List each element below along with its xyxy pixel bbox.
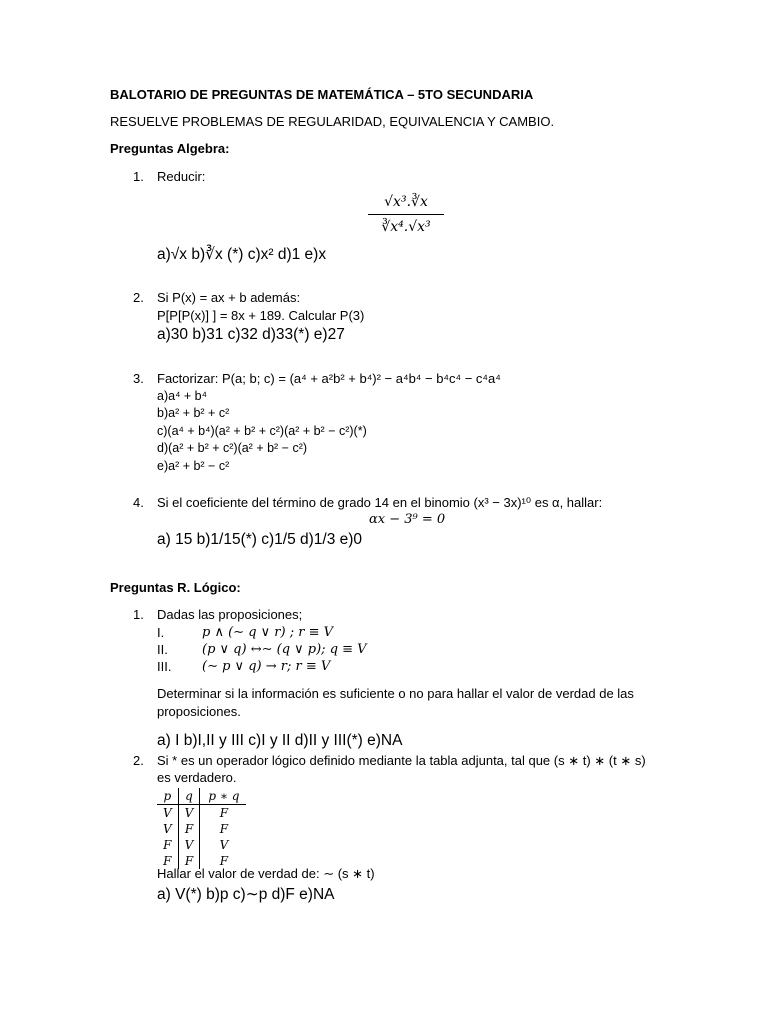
answer-options: a) I b)I,II y III c)I y II d)II y III(*) e)NA [157,732,403,749]
section-heading-logico: Preguntas R. Lógico: [110,580,241,595]
table-row [157,837,246,853]
fraction-numerator: √x³.∛x [384,194,428,210]
answer-option: d)(a² + b² + c²)(a² + b² − c²) [157,441,308,455]
proposition-label: III. [157,659,172,674]
answer-options: a) V(*) b)p c)∼p d)F e)NA [157,886,335,903]
header-cell-p: p [157,788,178,805]
table-cell: F [184,854,194,868]
table-row [157,821,246,837]
instruction-text: Determinar si la información es suficiente o no para hallar el valor de verdad de las [157,686,634,701]
table-cell: F [184,822,194,836]
document-title: BALOTARIO DE PREGUNTAS DE MATEMÁTICA – 5TO SECUNDARIA [110,87,534,102]
proposition-expression: (∼ p ∨ q) → r; r ≡ V [202,659,331,674]
question-text: Si * es un operador lógico definido mediante la tabla adjunta, tal que (s ∗ t) ∗ (t ∗ s) [157,753,646,768]
question-number: 3. [133,371,144,386]
instruction-text-continued: proposiciones. [157,704,241,719]
question-text: Hallar el valor de verdad de: ∼ (s ∗ t) [157,866,375,881]
table-cell: F [200,853,246,869]
table-cell: V [157,821,178,837]
table-cell: F [200,821,246,837]
answer-option: b)a² + b² + c² [157,406,230,420]
truth-table-header [157,788,246,805]
fraction-expression [365,190,447,239]
question-text: Reducir: [157,169,206,184]
proposition-label: I. [157,625,165,640]
table-row [157,805,246,822]
question-text: Si P(x) = ax + b además: [157,290,301,305]
table-cell: V [200,837,246,853]
question-number: 2. [133,290,144,305]
header-cell-q: q [178,788,200,805]
question-number: 1. [133,607,144,622]
answer-options: a)√x b)∛x (*) c)x² d)1 e)x [157,246,327,263]
proposition-expression: p ∧ (∼ q ∨ r) ; r ≡ V [202,625,333,640]
table-cell: F [157,837,178,853]
question-text: Si el coeficiente del término de grado 14 en el binomio (x³ − 3x)¹⁰ es α, hallar: [157,495,603,510]
section-heading-algebra: Preguntas Algebra: [110,141,230,156]
table-cell: V [184,806,194,820]
truth-table [157,788,246,869]
question-number: 1. [133,169,144,184]
question-text-continued: P[P[P(x)] ] = 8x + 189. Calcular P(3) [157,308,365,323]
question-number: 4. [133,495,144,510]
table-cell: F [200,805,246,822]
answer-option: e)a² + b² − c² [157,459,230,473]
question-text: Factorizar: P(a; b; c) = (a⁴ + a²b² + b⁴)² − a⁴b⁴ − b⁴c⁴ − c⁴a⁴ [157,371,501,386]
document-subtitle: RESUELVE PROBLEMAS DE REGULARIDAD, EQUIVALENCIA Y CAMBIO. [110,114,555,129]
question-number: 2. [133,753,144,768]
question-text-continued: es verdadero. [157,770,237,785]
answer-option: c)(a⁴ + b⁴)(a² + b² + c²)(a² + b² − c²)(*) [157,424,367,438]
question-text: Dadas las proposiciones; [157,607,303,622]
fraction-denominator: ∛x⁴.√x³ [381,219,431,235]
table-cell: V [184,838,194,852]
answer-options: a)30 b)31 c)32 d)33(*) e)27 [157,326,345,343]
answer-option: a)a⁴ + b⁴ [157,389,208,403]
answer-options: a) 15 b)1/15(*) c)1/5 d)1/3 e)0 [157,531,363,548]
table-cell: F [157,853,178,869]
table-cell: V [157,805,178,822]
proposition-label: II. [157,642,168,657]
proposition-expression: (p ∨ q) ↔∼ (q ∨ p); q ≡ V [202,642,367,657]
header-cell-result: p ∗ q [200,788,246,805]
equation: αx − 3⁹ = 0 [369,512,446,527]
